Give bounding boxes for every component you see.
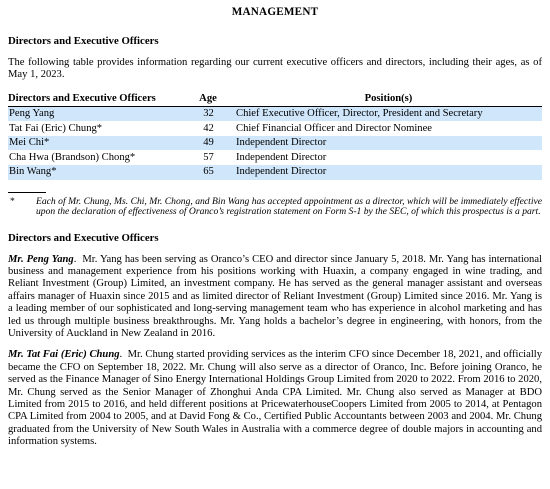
cell-position: Chief Financial Officer and Director Nominee: [236, 122, 433, 134]
table-row: [8, 106, 542, 121]
header-name: Directors and Executive Officers: [8, 92, 156, 104]
cell-name: Mei Chi*: [8, 136, 183, 151]
officers-table: [8, 93, 542, 180]
footnote-text: Each of Mr. Chung, Ms. Chi, Mr. Chong, and Bin Wang has accepted appointment as a director, which will be immediately effective upon the declaration of effectiveness of Oranco’s registration statement on Form S-1 by the SEC, of which this prospectus is a part.: [36, 195, 542, 218]
bio-paragraph: Mr. Tat Fai (Eric) Chung. Mr. Chung started providing services as the interim CFO since December 18, 2021, and officially became the CFO on September 18, 2022. Mr. Chung will also serve as a director of Oranco, Inc. Before joining Oranco, he served as the Finance Manager of Sino Energy International Holdings Group Limited from 2020 to 2022. From 2016 to 2020, Mr. Chung served as the Senior Manager of Zhonghui Anda CPA Limited. Mr. Chung also served as Manager at BDO Limited from 2015 to 2016, and held different positions at PricewaterhouseCoopers Limited from 2005 to 2014, at Pentagon CPA Limited from 2004 to 2005, and at David Fong & Co., Certified Public Accountants between 2003 and 2004. Mr. Chung graduated from the University of New South Wales in Australia with a commerce degree of double majors in accounting and information systems.: [8, 349, 542, 448]
bio-name: Mr. Tat Fai (Eric) Chung: [8, 349, 120, 361]
cell-name: Bin Wang*: [8, 165, 183, 180]
bio-paragraph: Mr. Peng Yang. Mr. Yang has been serving as Oranco’s CEO and director since January 5, 2018. Mr. Yang has international business and management experience from his positions working with Huaxin, a company engaged in wine trading, and Reliant Investment (Group) Limited, an investment company. He has served as the general manager assistant and overseas affairs manager of Huaxin since 2015 and as limited director of Reliant Investment (Group) Limited since 2016. Mr. Yang is a leading member of our sophisticated and long-serving management team who has experience in alcohol marketing and has led us through multiple business breakthroughs. Mr. Yang holds a bachelor’s degree in engineering, with honors, from the University of Auckland in New Zealand in 2016.: [8, 253, 543, 340]
section-heading-bios: Directors and Executive Officers: [8, 232, 159, 245]
cell-position: Independent Director: [235, 136, 542, 151]
cell-age: 32: [193, 106, 223, 121]
cell-position: Chief Executive Officer, Director, President and Secretary: [235, 106, 542, 121]
cell-position: Independent Director: [236, 151, 327, 163]
table-row: [8, 121, 542, 136]
footnote-mark: *: [10, 195, 15, 207]
cell-age: 42: [203, 122, 214, 134]
cell-name: Peng Yang: [8, 106, 183, 121]
table-header-row: [8, 93, 542, 107]
header-position: Position(s): [364, 92, 413, 104]
section-heading-directors: Directors and Executive Officers: [8, 35, 159, 48]
intro-paragraph: The following table provides information regarding our current executive officers and directors, including their ages, as of May 1, 2023.: [8, 56, 542, 81]
cell-age: 57: [203, 151, 214, 163]
cell-position: Independent Director: [235, 165, 542, 180]
footnote: [8, 197, 542, 219]
page-title: MANAGEMENT: [231, 6, 319, 18]
table-row: [8, 150, 542, 165]
bio-name: Mr. Peng Yang: [8, 253, 74, 265]
bio-text: Mr. Chung started providing services as the interim CFO since December 18, 2021, and officially became the CFO on September 18, 2022. Mr. Chung will also serve as a director of Oranco, Inc. Before joining Oranco, he served as the Finance Manager of Sino Energy International Holdings Group Limited from 2020 to 2022. From 2016 to 2020, Mr. Chung served as the Senior Manager of Zhonghui Anda CPA Limited. Mr. Chung also served as Manager at BDO Limited from 2015 to 2016, and held different positions at PricewaterhouseCoopers Limited from 2005 to 2014, at Pentagon CPA Limited from 2004 to 2005, and at David Fong & Co., Certified Public Accountants between 2003 and 2004. Mr. Chung graduated from the University of New South Wales in Australia with a commerce degree of double majors in accounting and information systems.: [8, 349, 542, 448]
cell-age: 49: [193, 136, 223, 151]
table-row: [8, 136, 542, 151]
cell-name: Cha Hwa (Brandson) Chong*: [9, 151, 136, 163]
bio-text: Mr. Yang has been serving as Oranco’s CEO and director since January 5, 2018. Mr. Yang has international business and management experience from his positions working with Huaxin, a company engaged in wine trading, and Reliant Investment (Group) Limited, an investment company. He has served as the general manager assistant and overseas affairs manager of Huaxin since 2015 and as limited director of Reliant Investment (Group) Limited since 2016. Mr. Yang is a leading member of our sophisticated and long-serving management team who has experience in alcohol marketing and has led us through multiple business breakthroughs. Mr. Yang holds a bachelor’s degree in engineering, with honors, from the University of Auckland in New Zealand in 2016.: [8, 253, 543, 340]
table-row: [8, 165, 542, 180]
footnote-divider: [8, 192, 46, 193]
header-age: Age: [199, 92, 217, 104]
cell-name: Tat Fai (Eric) Chung*: [9, 122, 103, 134]
cell-age: 65: [193, 165, 223, 180]
